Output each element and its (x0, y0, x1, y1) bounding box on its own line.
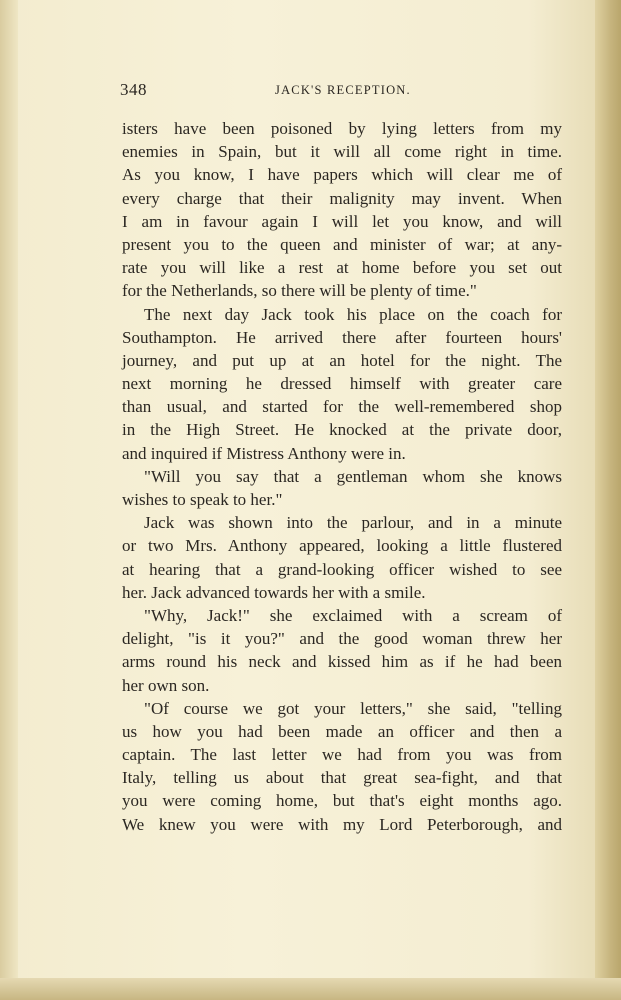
text-line: her own son. (122, 675, 210, 695)
text-line: arms round his neck and kissed him as if he had been (122, 652, 562, 672)
text-line: isters have been poisoned by lying letters from my (122, 119, 562, 138)
text-line: We knew you were with my Lord Peterborough, and (122, 814, 562, 834)
text-line: enemies in Spain, but it will all come right in time. (122, 142, 562, 162)
text-line: us how you had been made an officer and then a (122, 721, 562, 741)
text-line: rate you will like a rest at home before you set out (122, 258, 562, 278)
text-line: Italy, telling us about that great sea-fight, and that (122, 768, 562, 788)
text-line: and inquired if Mistress Anthony were in. (122, 443, 406, 463)
text-line: in the High Street. He knocked at the private door, (122, 420, 562, 440)
text-line: The next day Jack took his place on the coach for (144, 304, 562, 324)
text-line: you were coming home, but that's eight months ago. (122, 791, 562, 811)
text-line: Southampton. He arrived there after fourteen hours' (122, 327, 562, 347)
text-line: at hearing that a grand-looking officer wished to see (122, 559, 562, 579)
text-line: next morning he dressed himself with greater care (122, 374, 562, 394)
text-line: every charge that their malignity may invent. When (122, 188, 562, 208)
text-line: captain. The last letter we had from you was from (122, 745, 562, 765)
page-number: 348 (120, 80, 147, 99)
page-fore-edge (595, 0, 621, 1000)
text-line: Jack was shown into the parlour, and in a minute (144, 513, 562, 533)
text-line: for the Netherlands, so there will be plenty of time." (122, 281, 477, 301)
text-line: than usual, and started for the well-remembered shop (122, 397, 562, 417)
text-line: wishes to speak to her." (122, 490, 283, 509)
text-line: or two Mrs. Anthony appeared, looking a little flustered (122, 536, 562, 556)
text-line: delight, "is it you?" and the good woman threw her (122, 629, 562, 649)
text-line: "Why, Jack!" she exclaimed with a scream of (144, 605, 562, 625)
text-line: As you know, I have papers which will clear me of (122, 165, 562, 185)
text-line: "Of course we got your letters," she said, "telling (144, 698, 562, 718)
page-gutter (0, 0, 18, 1000)
text-line: I am in favour again I will let you know, and will (122, 211, 562, 231)
text-line: journey, and put up at an hotel for the night. The (122, 350, 562, 370)
text-line: "Will you say that a gentleman whom she knows (144, 466, 562, 486)
running-title: JACK'S RECEPTION. (275, 83, 411, 97)
body-text (122, 117, 562, 836)
text-line: her. Jack advanced towards her with a smile. (122, 582, 426, 602)
text-line: present you to the queen and minister of war; at any- (122, 234, 562, 254)
running-head (120, 80, 562, 102)
page-bottom-edge (0, 978, 621, 1000)
